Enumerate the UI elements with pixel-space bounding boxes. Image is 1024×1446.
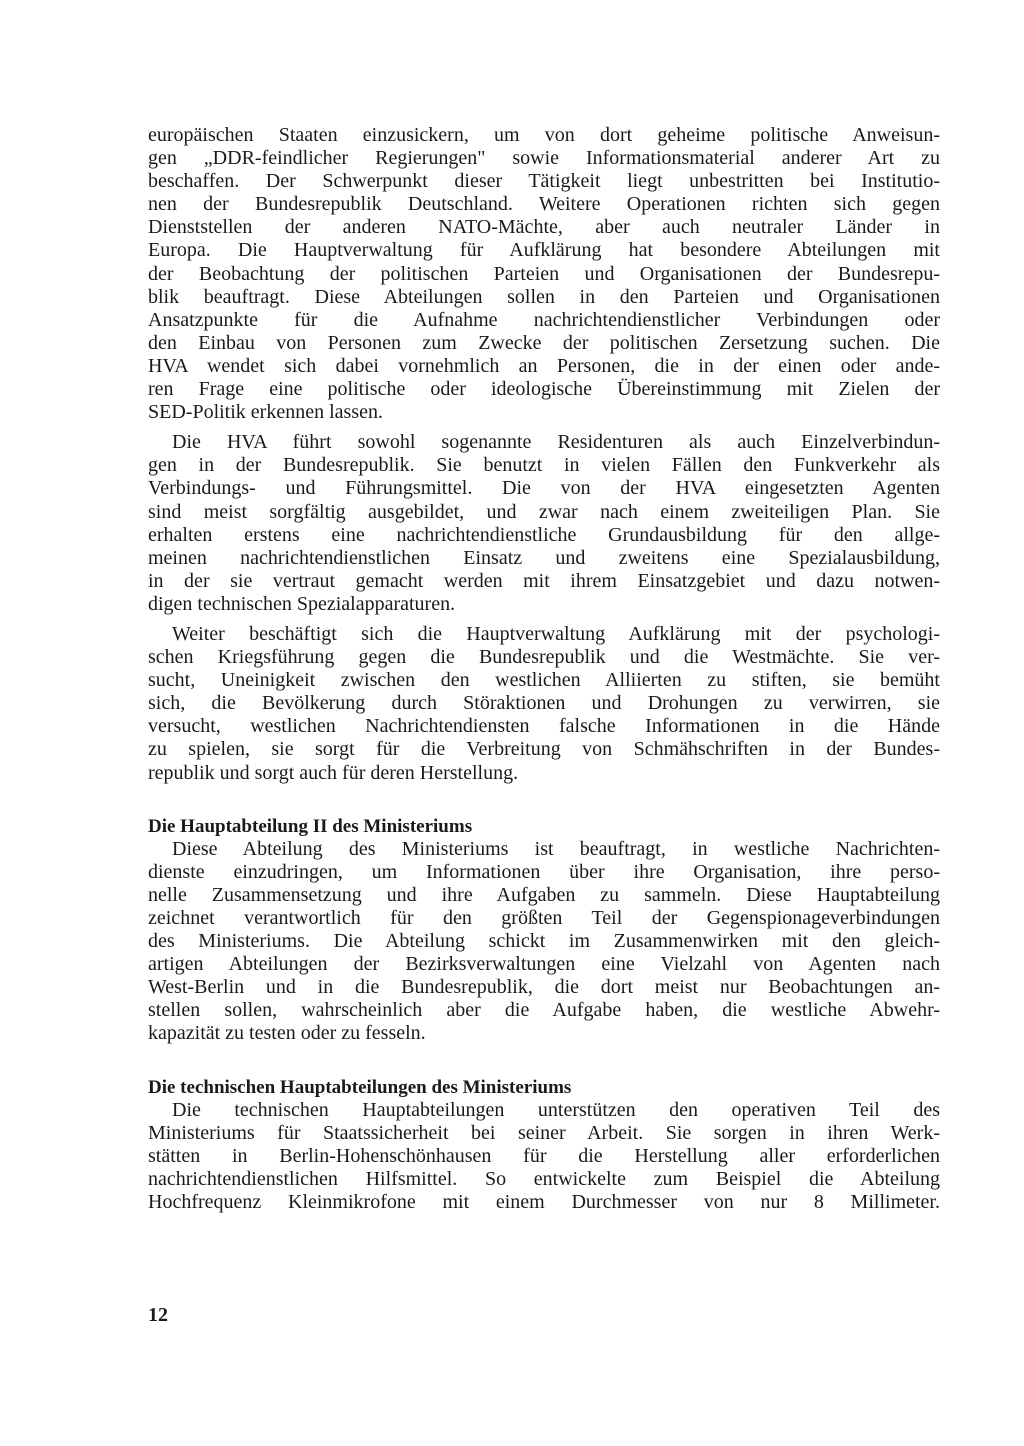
paragraph-gap bbox=[148, 616, 940, 623]
text-line: Weiter beschäftigt sich die Hauptverwaltung Aufklärung mit der psychologi- bbox=[172, 622, 940, 645]
text-line: artigen Abteilungen der Bezirksverwaltungen eine Vielzahl von Agenten nach bbox=[148, 953, 940, 976]
text-line: sind meist sorgfältig ausgebildet, und zwar nach einem zweiteiligen Plan. Sie bbox=[148, 500, 940, 523]
text-line: SED-Politik erkennen lassen. bbox=[148, 401, 383, 424]
text-line: ren Frage eine politische oder ideologische Übereinstimmung mit Zielen der bbox=[148, 378, 940, 401]
text-line: Dienststellen der anderen NATO-Mächte, aber auch neutraler Länder in bbox=[148, 216, 940, 239]
text-line: schen Kriegsführung gegen die Bundesrepublik und die Westmächte. Sie ver- bbox=[148, 646, 940, 669]
section-gap bbox=[148, 1046, 940, 1076]
text-line: West-Berlin und in die Bundesrepublik, die dort meist nur Beobachtungen an- bbox=[148, 976, 940, 999]
text-line: gen „DDR-feindlicher Regierungen" sowie Informationsmaterial anderer Art zu bbox=[148, 147, 940, 170]
section-heading: Die Hauptabteilung II des Ministeriums bbox=[148, 815, 473, 837]
paragraph-2 bbox=[148, 431, 940, 616]
text-line: Europa. Die Hauptverwaltung für Aufklärung hat besondere Abteilungen mit bbox=[148, 239, 940, 262]
text-line: Die technischen Hauptabteilungen unterstützen den operativen Teil des bbox=[172, 1098, 940, 1121]
text-line: nen der Bundesrepublik Deutschland. Weitere Operationen richten sich gegen bbox=[148, 193, 940, 216]
text-line: zeichnet verantwortlich für den größten Teil der Gegenspionageverbindungen bbox=[148, 907, 940, 929]
text-line: in der sie vertraut gemacht werden mit ihrem Einsatzgebiet und dazu notwen- bbox=[148, 569, 940, 592]
text-line: sich, die Bevölkerung durch Störaktionen und Drohungen zu verwirren, sie bbox=[148, 692, 940, 715]
text-line: Verbindungs- und Führungsmittel. Die von der HVA eingesetzten Agenten bbox=[148, 477, 940, 500]
text-line: den Einbau von Personen zum Zwecke der politischen Zersetzung suchen. Die bbox=[148, 331, 940, 354]
text-line: nachrichtendienstlichen Hilfsmittel. So entwickelte zum Beispiel die Abteilung bbox=[148, 1167, 940, 1190]
text-line: sucht, Uneinigkeit zwischen den westlichen Alliierten zu stiften, sie bemüht bbox=[148, 669, 940, 692]
page-number: 12 bbox=[148, 1304, 168, 1326]
text-line: Diese Abteilung des Ministeriums ist beauftragt, in westliche Nachrichten- bbox=[172, 837, 940, 860]
text-line: kapazität zu testen oder zu fesseln. bbox=[148, 1022, 426, 1045]
text-line: dienste einzudringen, um Informationen über ihre Organisation, ihre perso- bbox=[148, 860, 940, 883]
text-line: Die HVA führt sowohl sogenannte Residenturen als auch Einzelverbindun- bbox=[172, 431, 940, 454]
text-line: europäischen Staaten einzusickern, um von dort geheime politische Anweisun- bbox=[148, 124, 940, 146]
paragraph-3 bbox=[148, 623, 940, 785]
section-gap bbox=[148, 785, 940, 815]
text-line: Hochfrequenz Kleinmikrofone mit einem Durchmesser von nur 8 Millimeter. bbox=[148, 1191, 940, 1214]
text-line: zu spielen, sie sorgt für die Verbreitung von Schmähschriften in der Bundes- bbox=[148, 738, 940, 761]
text-line: erhalten erstens eine nachrichtendienstliche Grundausbildung für den allge- bbox=[148, 523, 940, 546]
text-line: versucht, westlichen Nachrichtendiensten falsche Informationen in die Hände bbox=[148, 715, 940, 738]
text-column bbox=[148, 124, 940, 1214]
text-line: stellen sollen, wahrscheinlich aber die Aufgabe haben, die westliche Abwehr- bbox=[148, 999, 940, 1022]
text-line: republik und sorgt auch für deren Herstellung. bbox=[148, 761, 519, 784]
section-2-paragraph bbox=[148, 1099, 940, 1214]
text-line: Ansatzpunkte für die Aufnahme nachrichtendienstlicher Verbindungen oder bbox=[148, 308, 940, 331]
paragraph-1 bbox=[148, 124, 940, 424]
text-line: blik beauftragt. Diese Abteilungen sollen in den Parteien und Organisationen bbox=[148, 285, 940, 308]
text-line: nelle Zusammensetzung und ihre Aufgaben zu sammeln. Diese Hauptabteilung bbox=[148, 883, 940, 906]
text-line: meinen nachrichtendienstlichen Einsatz und zweitens eine Spezialausbildung, bbox=[148, 546, 940, 569]
text-line: stätten in Berlin-Hohenschönhausen für die Herstellung aller erforderlichen bbox=[148, 1144, 940, 1167]
text-line: HVA wendet sich dabei vornehmlich an Personen, die in der einen oder ande- bbox=[148, 354, 940, 377]
section-1-paragraph bbox=[148, 838, 940, 1046]
section-heading: Die technischen Hauptabteilungen des Ministeriums bbox=[148, 1076, 572, 1098]
text-line: Ministeriums für Staatssicherheit bei seiner Arbeit. Sie sorgen in ihren Werk- bbox=[148, 1121, 940, 1144]
text-line: gen in der Bundesrepublik. Sie benutzt in vielen Fällen den Funkverkehr als bbox=[148, 454, 940, 477]
paragraph-gap bbox=[148, 424, 940, 431]
text-line: der Beobachtung der politischen Parteien und Organisationen der Bundesrepu- bbox=[148, 262, 940, 285]
text-line: beschaffen. Der Schwerpunkt dieser Tätigkeit liegt unbestritten bei Institutio- bbox=[148, 170, 940, 193]
text-line: digen technischen Spezialapparaturen. bbox=[148, 592, 456, 615]
text-line: des Ministeriums. Die Abteilung schickt im Zusammenwirken mit den gleich- bbox=[148, 930, 940, 953]
